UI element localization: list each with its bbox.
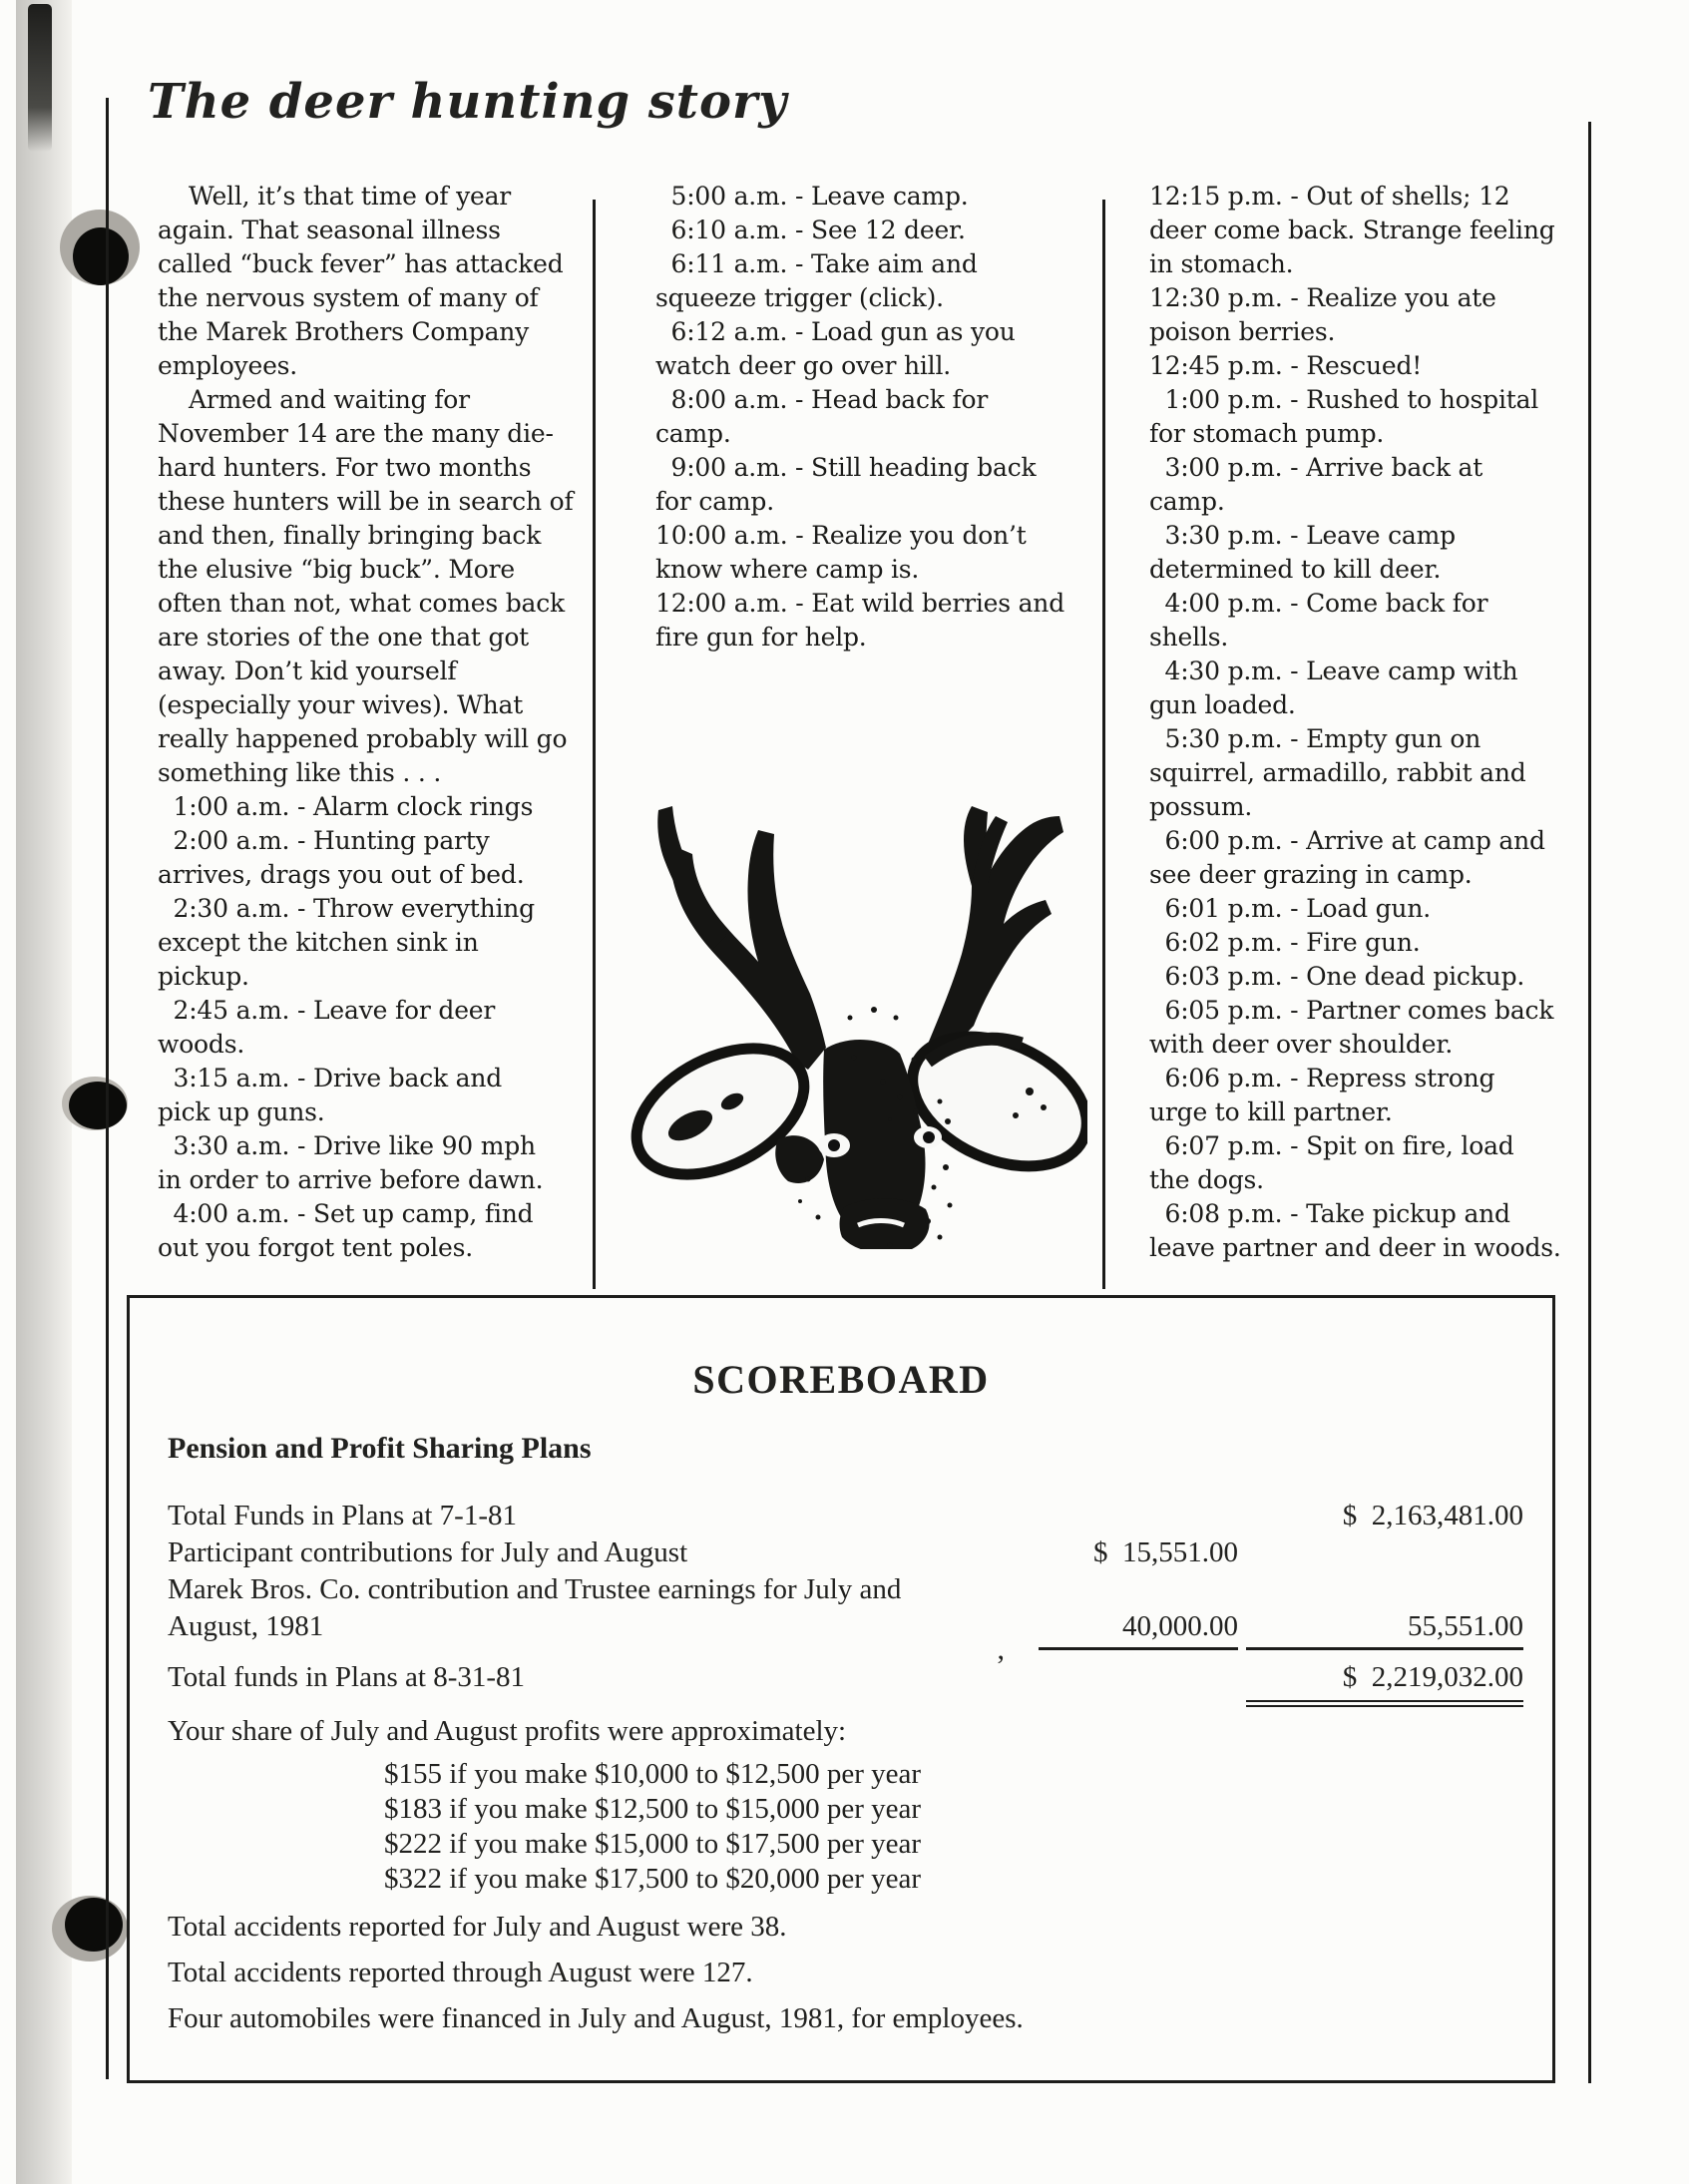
text-line: for stomach pump. (1149, 419, 1385, 448)
text-line: urge to kill partner. (1149, 1097, 1393, 1126)
text-line: 5:30 p.m. - Empty gun on (1149, 724, 1481, 753)
text-line: deer come back. Strange feeling (1149, 216, 1555, 244)
financial-amount (1246, 1534, 1523, 1571)
text-line: 12:00 a.m. - Eat wild berries and (655, 589, 1065, 618)
financial-row-label: Participant contributions for July and August (168, 1536, 688, 1568)
financial-amount (1039, 1498, 1238, 1534)
scoreboard-section-heading: Pension and Profit Sharing Plans (168, 1432, 592, 1465)
financial-amount (1039, 1659, 1238, 1707)
hole-punch-top (73, 227, 129, 285)
financial-row-label: Marek Bros. Co. contribution and Trustee earnings for July and (168, 1573, 902, 1605)
text-line: 6:07 p.m. - Spit on fire, load (1149, 1131, 1514, 1160)
text-line: $155 if you make $10,000 to $12,500 per year (384, 1758, 922, 1790)
stray-apostrophe-mark: ’ (996, 1649, 1006, 1682)
text-line: again. That seasonal illness (158, 216, 501, 244)
text-line: 1:00 p.m. - Rushed to hospital (1149, 385, 1539, 414)
margin-rule-right (1588, 122, 1591, 2083)
text-line: 3:30 a.m. - Drive like 90 mph (158, 1131, 536, 1160)
text-line: November 14 are the many die- (158, 419, 554, 448)
financial-rows (168, 1498, 1523, 1707)
story-column-2 (655, 180, 1064, 655)
text-line: camp. (655, 419, 731, 448)
financial-row (168, 1498, 1523, 1534)
text-line: 3:15 a.m. - Drive back and (158, 1064, 503, 1092)
text-line: with deer over shoulder. (1149, 1030, 1454, 1059)
hole-punch-middle (69, 1082, 127, 1129)
financial-amount (1246, 1571, 1523, 1608)
text-line: possum. (1149, 792, 1253, 821)
text-line: something like this . . . (158, 758, 442, 787)
text-line: 10:00 a.m. - Realize you don’t (655, 521, 1027, 550)
column-divider-2 (1102, 200, 1105, 1289)
text-line: Armed and waiting for (158, 385, 470, 414)
text-line: away. Don’t kid yourself (158, 656, 457, 685)
text-line: 4:00 p.m. - Come back for (1149, 589, 1488, 618)
text-line: in order to arrive before dawn. (158, 1165, 544, 1194)
page-title: The deer hunting story (148, 74, 788, 130)
text-line: 1:00 a.m. - Alarm clock rings (158, 792, 534, 821)
margin-rule-left (106, 98, 109, 2079)
text-line: really happened probably will go (158, 724, 568, 753)
text-line: 6:01 p.m. - Load gun. (1149, 894, 1431, 923)
text-line: Well, it’s that time of year (158, 182, 512, 211)
financial-row (168, 1608, 1523, 1650)
text-line: 12:30 p.m. - Realize you ate (1149, 283, 1496, 312)
text-line: pick up guns. (158, 1097, 325, 1126)
text-line: 6:11 a.m. - Take aim and (655, 249, 978, 278)
text-line: watch deer go over hill. (655, 351, 951, 380)
text-line: squeeze trigger (click). (655, 283, 944, 312)
financial-row-label: Total funds in Plans at 8-31-81 (168, 1661, 526, 1693)
text-line: the nervous system of many of (158, 283, 539, 312)
share-intro: Your share of July and August profits were approximately: (168, 1715, 847, 1747)
financial-row-label: August, 1981 (168, 1610, 324, 1642)
text-line: fire gun for help. (655, 623, 867, 652)
scoreboard-title: SCOREBOARD (692, 1357, 990, 1402)
text-line: called “buck fever” has attacked (158, 249, 564, 278)
text-line: know where camp is. (655, 555, 920, 584)
text-line: $222 if you make $15,000 to $17,500 per year (384, 1828, 922, 1860)
text-line: 2:00 a.m. - Hunting party (158, 826, 490, 855)
text-line: 3:30 p.m. - Leave camp (1149, 521, 1456, 550)
text-line: camp. (1149, 487, 1225, 516)
financial-amount (1039, 1571, 1238, 1608)
financial-amount: 40,000.00 (1039, 1608, 1238, 1650)
story-column-1 (158, 180, 574, 1265)
financial-row (168, 1534, 1523, 1571)
financial-amount: 55,551.00 (1246, 1608, 1523, 1650)
text-line: squirrel, armadillo, rabbit and (1149, 758, 1526, 787)
financial-amount: $ 2,163,481.00 (1342, 1500, 1523, 1531)
text-line: 6:12 a.m. - Load gun as you (655, 317, 1016, 346)
financial-row (168, 1659, 1523, 1707)
text-line: 6:10 a.m. - See 12 deer. (655, 216, 966, 244)
text-line: leave partner and deer in woods. (1149, 1233, 1561, 1262)
text-line: except the kitchen sink in (158, 928, 479, 957)
text-line: and then, finally bringing back (158, 521, 542, 550)
text-line: are stories of the one that got (158, 623, 530, 652)
text-line: gun loaded. (1149, 690, 1296, 719)
text-line: poison berries. (1149, 317, 1336, 346)
text-line: in stomach. (1149, 249, 1294, 278)
text-line: 4:30 p.m. - Leave camp with (1149, 656, 1518, 685)
text-line: 2:45 a.m. - Leave for deer (158, 996, 496, 1025)
text-line: see deer grazing in camp. (1149, 860, 1473, 889)
scanner-edge-strip (16, 0, 72, 2184)
text-line: $322 if you make $17,500 to $20,000 per year (384, 1863, 922, 1895)
text-line: often than not, what comes back (158, 589, 565, 618)
text-line: the dogs. (1149, 1165, 1264, 1194)
financial-amount: $ 2,219,032.00 (1246, 1659, 1523, 1707)
text-line: 3:00 p.m. - Arrive back at (1149, 453, 1483, 482)
text-line: Four automobiles were financed in July and August, 1981, for employees. (168, 2002, 1024, 2034)
text-line: $183 if you make $12,500 to $15,000 per year (384, 1793, 922, 1825)
text-line: (especially your wives). What (158, 690, 524, 719)
text-line: employees. (158, 351, 298, 380)
text-line: the Marek Brothers Company (158, 317, 530, 346)
text-line: the elusive “big buck”. More (158, 555, 515, 584)
financial-row (168, 1571, 1523, 1608)
text-line: 8:00 a.m. - Head back for (655, 385, 989, 414)
text-line: 4:00 a.m. - Set up camp, find (158, 1199, 534, 1228)
text-line: 12:15 p.m. - Out of shells; 12 (1149, 182, 1510, 211)
financial-row-label: Total Funds in Plans at 7-1-81 (168, 1500, 517, 1531)
text-line: for camp. (655, 487, 774, 516)
text-line: Total accidents reported through August were 127. (168, 1957, 753, 1988)
text-line: 6:08 p.m. - Take pickup and (1149, 1199, 1510, 1228)
scan-artifact-mark (28, 4, 52, 152)
text-line: woods. (158, 1030, 245, 1059)
text-line: arrives, drags you out of bed. (158, 860, 525, 889)
column-divider-1 (593, 200, 596, 1289)
text-line: 6:06 p.m. - Repress strong (1149, 1064, 1495, 1092)
text-line: 2:30 a.m. - Throw everything (158, 894, 535, 923)
text-line: out you forgot tent poles. (158, 1233, 474, 1262)
text-line: determined to kill deer. (1149, 555, 1442, 584)
story-column-3 (1149, 180, 1561, 1265)
share-lines (384, 1757, 921, 1897)
deer-illustration (629, 710, 1087, 1249)
text-line: pickup. (158, 962, 249, 991)
text-line: these hunters will be in search of (158, 487, 574, 516)
text-line: 5:00 a.m. - Leave camp. (655, 182, 969, 211)
text-line: 6:00 p.m. - Arrive at camp and (1149, 826, 1545, 855)
text-line: 9:00 a.m. - Still heading back (655, 453, 1037, 482)
text-line: 6:05 p.m. - Partner comes back (1149, 996, 1554, 1025)
financial-amount: $ 15,551.00 (1093, 1536, 1238, 1568)
text-line: Total accidents reported for July and August were 38. (168, 1911, 787, 1943)
footer-lines (168, 1909, 1024, 2046)
scoreboard-box (127, 1295, 1555, 2083)
text-line: 6:02 p.m. - Fire gun. (1149, 928, 1421, 957)
hole-punch-bottom (65, 1898, 123, 1952)
text-line: shells. (1149, 623, 1229, 652)
text-line: 6:03 p.m. - One dead pickup. (1149, 962, 1525, 991)
text-line: hard hunters. For two months (158, 453, 532, 482)
text-line: 12:45 p.m. - Rescued! (1149, 351, 1423, 380)
